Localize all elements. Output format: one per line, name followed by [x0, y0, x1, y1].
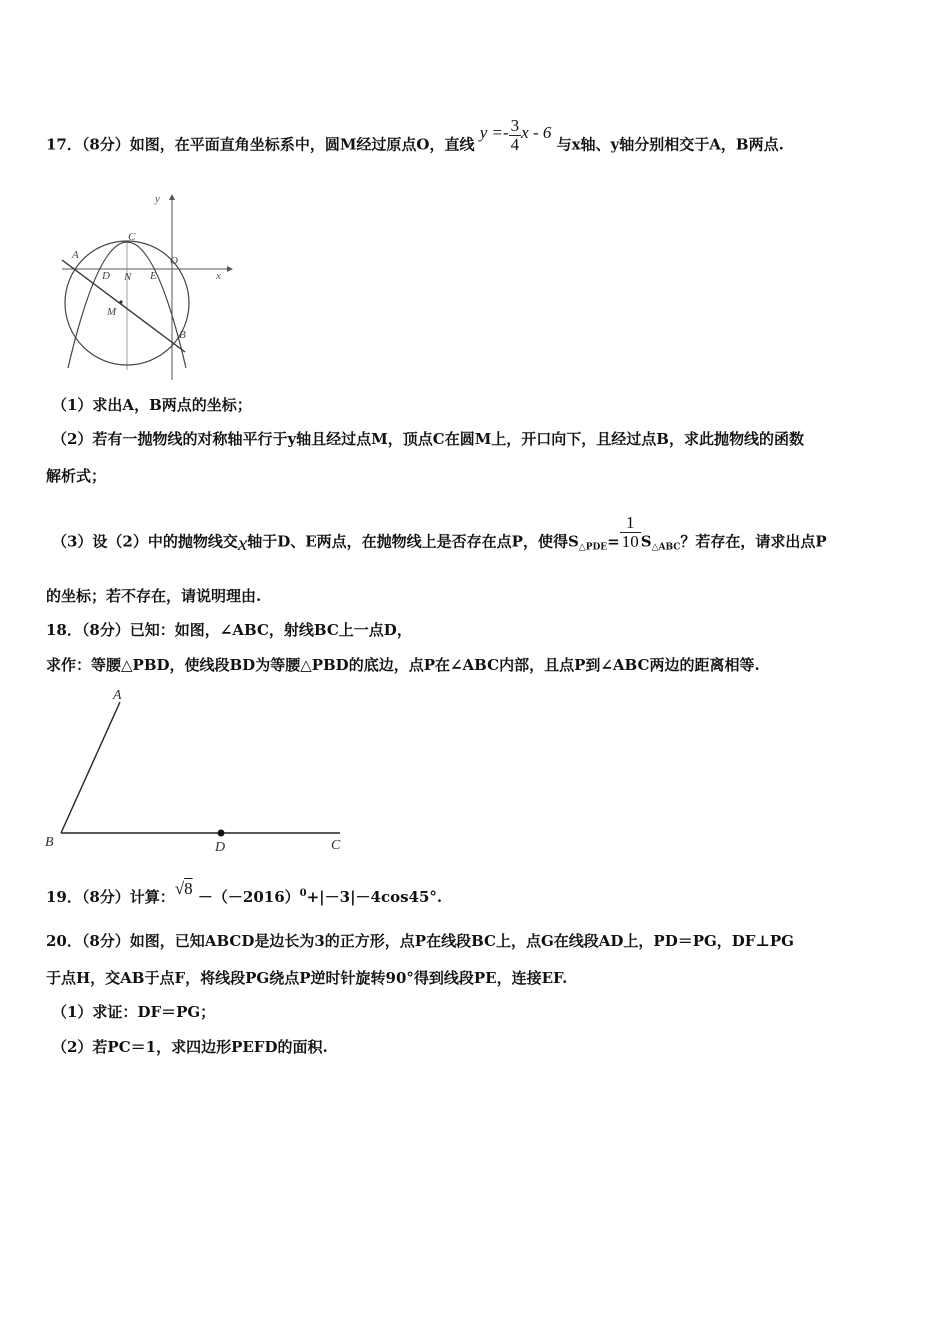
var-x: x: [237, 530, 248, 555]
label-a: A: [113, 688, 122, 703]
label-m: M: [107, 306, 117, 318]
label-b: B: [45, 835, 54, 850]
label-c: C: [331, 838, 341, 853]
label-d: D: [102, 270, 110, 282]
label-x: x: [216, 270, 221, 282]
q18-task: 求作：等腰△PBD，使线段BD为等腰△PBD的底边，点P在∠ABC内部，且点P到∠ABC两边的距离相等.: [46, 656, 760, 674]
sqrt-8: √8: [174, 879, 193, 898]
label-c: C: [128, 231, 136, 243]
y-axis-arrow: [169, 194, 175, 200]
q19-stem: 19．（8分）计算：$√8 -(-2016)^0+|-3|-4\cos 45^\circ$.: [46, 879, 443, 906]
label-y: y: [155, 193, 160, 205]
point-d: [218, 830, 225, 837]
label-e: E: [150, 270, 157, 282]
q18-given: 18．（8分）已知：如图，∠ABC，射线BC上一点D，: [46, 621, 412, 639]
label-d: D: [215, 840, 226, 855]
label-a: A: [72, 249, 79, 261]
q17-part2: （2）若有一抛物线的对称轴平行于y轴且经过点M，顶点C在圆M上，开口向下，且经过点B，求此抛物线的函数: [52, 430, 804, 448]
q20-stem-2: 于点H，交AB于点F，将线段PG绕点P逆时针旋转90°得到线段PE，连接EF.: [46, 969, 568, 987]
point-m: [119, 300, 122, 303]
q17-part1: （1）求出A，B两点的坐标；: [52, 396, 252, 414]
q20-part2: （2）若PC＝1，求四边形PEFD的面积.: [52, 1038, 328, 1056]
label-n: N: [124, 271, 132, 283]
q17-part3: （3）设（2）中的抛物线交x轴于D、E两点，在抛物线上是否存在点P，使得$S_{\triangle PDE}=$ $\frac{1}{10}$ $S_{\triangle ABC}$？若存在，请求出点P: [52, 513, 827, 555]
label-b: B: [179, 329, 186, 341]
q20-stem-1: 20．（8分）如图，已知ABCD是边长为3的正方形，点P在线段BC上，点G在线段AD上，PD＝PG，DF⊥PG: [46, 932, 794, 950]
ratio-fraction: $\frac{1}{10}$: [621, 513, 639, 551]
x-axis-arrow: [227, 266, 233, 272]
label-o: O: [170, 255, 178, 267]
q17-part3-cont: 的坐标；若不存在，请说明理由.: [46, 587, 262, 605]
q17-part2-cont: 解析式；: [46, 467, 107, 485]
q18-figure: [40, 685, 360, 855]
q17-stem: 17．（8分）如图，在平面直角坐标系中，圆M经过原点O，直线 y =- $\frac{3}{4}$ x - 6 与x轴、y轴分别相交于A，B两点.: [46, 116, 784, 154]
ray-ba: [61, 702, 120, 833]
q20-part1: （1）求证：DF＝PG；: [52, 1003, 216, 1021]
equation-fraction: $\frac{3}{4}$: [510, 116, 520, 154]
q17-figure: [52, 190, 252, 390]
line-equation: y =-: [479, 122, 509, 142]
